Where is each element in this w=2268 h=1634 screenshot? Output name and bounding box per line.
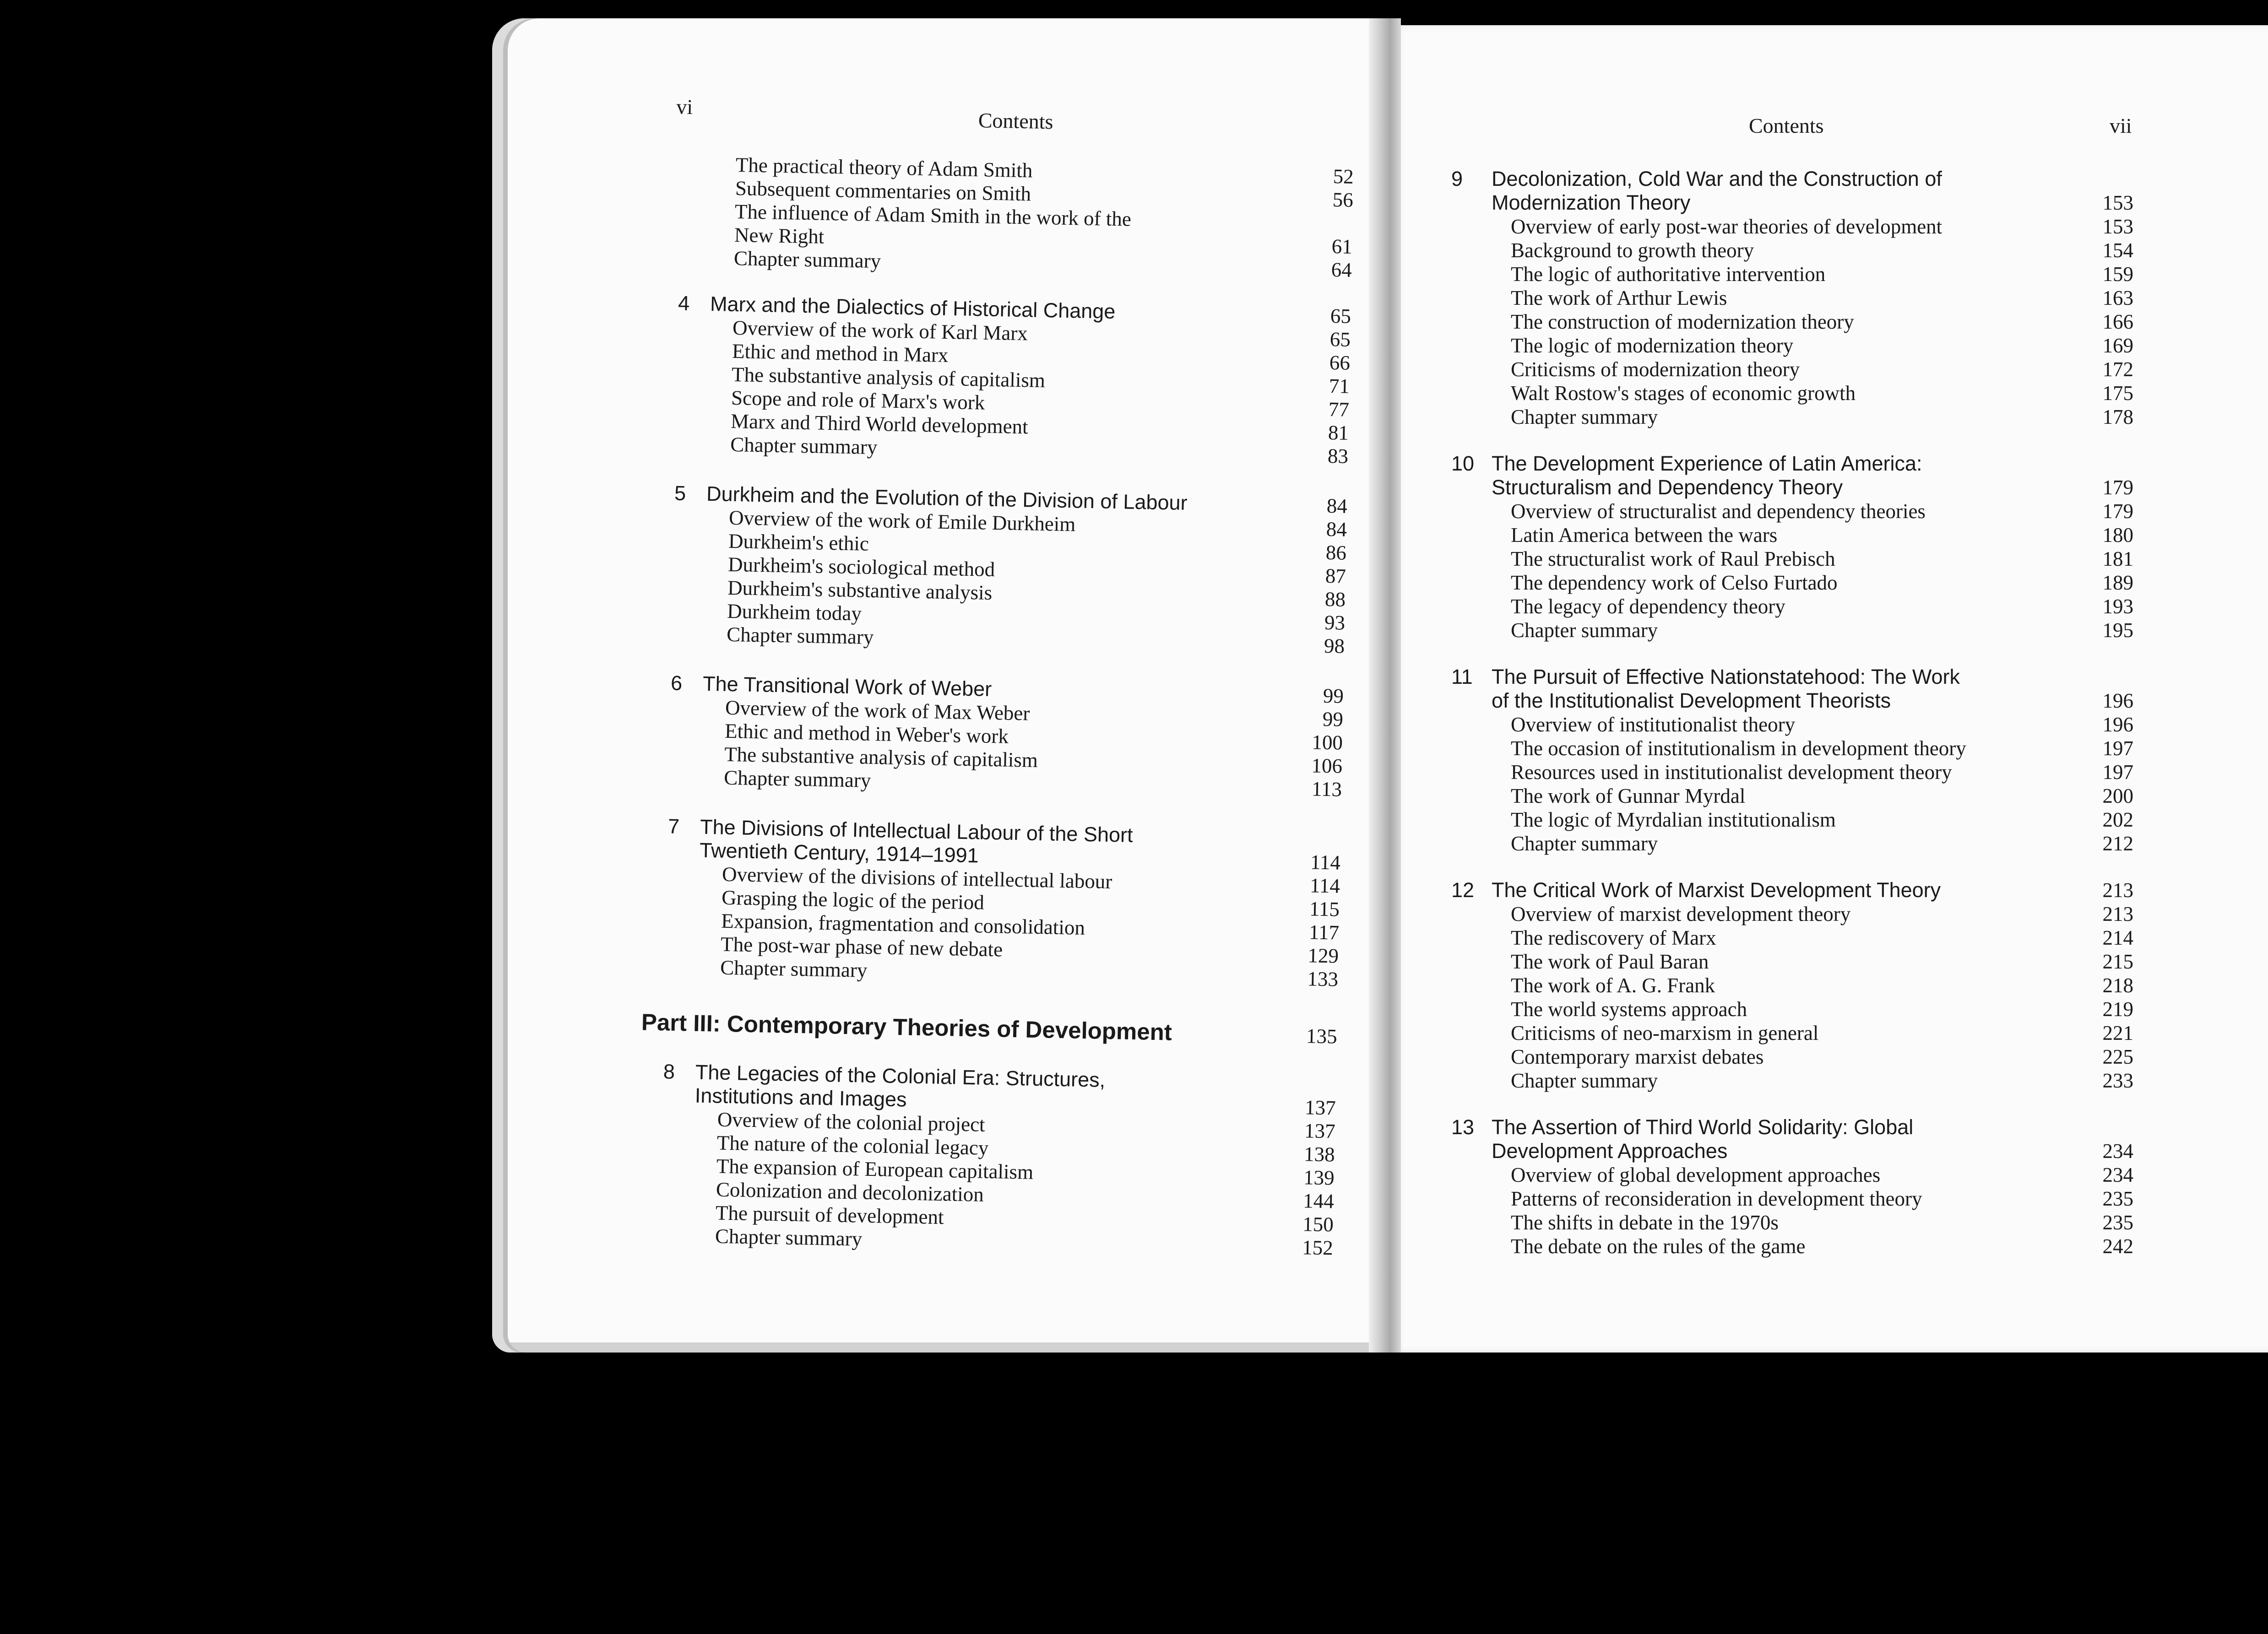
toc-section-title: Overview of the work of Karl Marx	[732, 316, 1028, 345]
toc-page-number: 129	[1308, 944, 1339, 968]
toc-chapter-title: The Pursuit of Effective Nationstatehood: The Work	[1492, 665, 1960, 688]
toc-section-title: The practical theory of Adam Smith	[735, 153, 1033, 182]
toc-page-number: 154	[2102, 239, 2133, 262]
toc-page-number: 178	[2102, 406, 2133, 428]
toc-section-title: The logic of Myrdalian institutionalism	[1511, 808, 1836, 831]
toc-section-title: The influence of Adam Smith in the work of the	[734, 200, 1132, 231]
toc-chapter-number: 10	[1451, 452, 1475, 475]
toc-page-number: 233	[2102, 1069, 2133, 1092]
toc-chapter-page: 196	[2102, 689, 2133, 712]
toc-chapter-title: Durkheim and the Evolution of the Division of Labour	[706, 482, 1188, 515]
toc-section-title: The debate on the rules of the game	[1511, 1235, 1806, 1258]
toc-section-title: Latin America between the wars	[1511, 524, 1778, 546]
toc-chapter-page: 179	[2102, 476, 2133, 499]
right-running-head: Contents	[1749, 114, 1824, 137]
toc-page-number: 202	[2102, 808, 2133, 831]
toc-section-title: The legacy of dependency theory	[1511, 595, 1785, 618]
toc-page-number: 181	[2102, 547, 2133, 570]
toc-section-title: The work of Paul Baran	[1511, 950, 1709, 973]
toc-page-number: 234	[2102, 1163, 2133, 1186]
toc-section-title: The logic of modernization theory	[1511, 334, 1794, 357]
toc-chapter-title: The Development Experience of Latin America:	[1492, 452, 1922, 475]
toc-chapter-title: The Assertion of Third World Solidarity: Global	[1492, 1115, 1914, 1139]
toc-page-number: 52	[1333, 165, 1354, 188]
toc-page-number: 219	[2102, 998, 2133, 1021]
toc-page-number: 166	[2102, 310, 2133, 333]
toc-page-number: 88	[1324, 587, 1346, 611]
toc-part-heading: Part III: Contemporary Theories of Development	[641, 1009, 1172, 1045]
toc-page-number: 86	[1325, 541, 1347, 564]
toc-page-number: 212	[2102, 832, 2133, 855]
toc-chapter-page: 114	[1310, 850, 1341, 874]
toc-section-title: The dependency work of Celso Furtado	[1511, 571, 1838, 594]
toc-page-number: 214	[2102, 926, 2133, 949]
toc-page-number: 71	[1329, 374, 1350, 398]
toc-section-title: The nature of the colonial legacy	[716, 1131, 989, 1159]
toc-section-title: The work of Gunnar Myrdal	[1511, 785, 1746, 807]
toc-page-number: 213	[2102, 903, 2133, 925]
toc-page-number: 144	[1302, 1189, 1335, 1213]
right-page-folio: vii	[2110, 114, 2132, 137]
toc-chapter-page: 99	[1323, 684, 1344, 708]
toc-page-number: 180	[2102, 524, 2133, 546]
toc-section-title: Overview of structuralist and dependency theories	[1511, 500, 1926, 523]
toc-page-number: 64	[1331, 258, 1352, 281]
toc-page-number: 195	[2102, 619, 2133, 642]
toc-page-number: 175	[2102, 382, 2133, 405]
toc-section-title: The work of A. G. Frank	[1511, 974, 1715, 997]
toc-section-title: Ethic and method in Weber's work	[724, 719, 1009, 748]
toc-page-number: 77	[1328, 397, 1350, 421]
toc-page-number: 197	[2102, 761, 2133, 784]
toc-page-number: 115	[1309, 897, 1340, 921]
toc-section-title: Overview of the colonial project	[717, 1108, 986, 1136]
toc-page-number: 117	[1308, 920, 1340, 944]
toc-section-title: Chapter summary	[1511, 1069, 1658, 1092]
toc-section-title: Chapter summary	[1511, 619, 1658, 642]
toc-page-number: 113	[1311, 777, 1342, 801]
toc-section-title: Chapter summary	[720, 956, 868, 982]
toc-chapter-title: The Divisions of Intellectual Labour of the Short	[700, 815, 1134, 847]
toc-chapter-title: Modernization Theory	[1492, 191, 1691, 214]
toc-section-title: Overview of marxist development theory	[1511, 903, 1851, 925]
toc-section-title: Durkheim's substantive analysis	[727, 576, 993, 604]
toc-section-title: Overview of global development approaches	[1511, 1163, 1881, 1186]
toc-section-title: The substantive analysis of capitalism	[724, 742, 1038, 772]
toc-chapter-page: 137	[1304, 1096, 1336, 1120]
toc-page-number: 242	[2102, 1235, 2133, 1258]
toc-section-title: The construction of modernization theory	[1511, 310, 1854, 333]
toc-page-number: 99	[1322, 707, 1344, 731]
toc-section-title: Subsequent commentaries on Smith	[735, 176, 1031, 206]
toc-section-title: The shifts in debate in the 1970s	[1511, 1211, 1779, 1234]
toc-section-title: Chapter summary	[1511, 832, 1658, 855]
toc-page-number: 98	[1324, 634, 1345, 658]
toc-chapter-number: 13	[1451, 1115, 1475, 1139]
toc-page-number: 193	[2102, 595, 2133, 618]
toc-chapter-number: 12	[1451, 878, 1475, 902]
toc-section-title: The post-war phase of new debate	[720, 932, 1003, 961]
toc-section-title: Expansion, fragmentation and consolidation	[721, 909, 1085, 939]
toc-section-title: Walt Rostow's stages of economic growth	[1511, 382, 1856, 405]
toc-page-number: 93	[1324, 611, 1346, 634]
toc-section-title: Criticisms of modernization theory	[1511, 358, 1800, 381]
toc-page-number: 189	[2102, 571, 2133, 594]
toc-section-title: Overview of the divisions of intellectual labour	[722, 862, 1112, 893]
toc-chapter-title: The Legacies of the Colonial Era: Structures,	[695, 1060, 1106, 1092]
toc-section-title: Overview of institutionalist theory	[1511, 713, 1796, 736]
toc-chapter-page: 84	[1326, 494, 1348, 518]
toc-section-title: The work of Arthur Lewis	[1511, 287, 1727, 309]
toc-page-number: 153	[2102, 215, 2133, 238]
toc-section-title: Chapter summary	[726, 622, 874, 649]
toc-page-number: 114	[1309, 874, 1340, 898]
toc-page-number: 163	[2102, 287, 2133, 309]
toc-page-number: 235	[2102, 1211, 2133, 1234]
toc-section-title: Contemporary marxist debates	[1511, 1045, 1764, 1068]
toc-chapter-title: The Transitional Work of Weber	[702, 671, 992, 701]
toc-section-title: Scope and role of Marx's work	[731, 386, 985, 414]
toc-chapter-title: Decolonization, Cold War and the Construction of	[1492, 167, 1942, 190]
toc-chapter-title: of the Institutionalist Development Theorists	[1492, 689, 1891, 712]
toc-page-number: 137	[1304, 1119, 1336, 1143]
toc-page-number: 81	[1328, 421, 1349, 444]
toc-page-number: 139	[1303, 1166, 1335, 1190]
toc-page-number: 197	[2102, 737, 2133, 760]
toc-chapter-number: 8	[663, 1060, 675, 1083]
toc-page-number: 179	[2102, 500, 2133, 523]
toc-section-title: Background to growth theory	[1511, 239, 1754, 262]
toc-section-title: Chapter summary	[715, 1224, 863, 1250]
toc-section-title: Ethic and method in Marx	[732, 339, 949, 367]
toc-page-number: 221	[2102, 1022, 2133, 1044]
left-running-head: Contents	[978, 108, 1053, 134]
toc-section-title: Patterns of reconsideration in development theory	[1511, 1187, 1922, 1210]
toc-section-title: Durkheim's sociological method	[727, 552, 995, 581]
toc-section-title: Chapter summary	[730, 433, 878, 459]
toc-chapter-number: 5	[674, 481, 686, 505]
toc-page-number: 61	[1331, 235, 1353, 258]
toc-page-number: 215	[2102, 950, 2133, 973]
toc-chapter-title: The Critical Work of Marxist Development Theory	[1492, 878, 1941, 902]
toc-section-title: The pursuit of development	[715, 1201, 944, 1229]
toc-chapter-title: Structuralism and Dependency Theory	[1492, 476, 1843, 499]
toc-section-title: New Right	[734, 223, 825, 248]
toc-page-number: 150	[1302, 1212, 1334, 1236]
toc-page-number: 133	[1307, 967, 1339, 991]
toc-chapter-number: 4	[678, 291, 690, 315]
toc-section-title: The structuralist work of Raul Prebisch	[1511, 547, 1835, 570]
toc-section-title: Overview of the work of Max Weber	[725, 696, 1030, 725]
toc-section-title: Grasping the logic of the period	[721, 886, 985, 914]
toc-section-title: Durkheim today	[727, 599, 862, 625]
toc-page-number: 65	[1329, 327, 1351, 351]
toc-chapter-page: 234	[2102, 1140, 2133, 1163]
toc-page-number: 66	[1329, 351, 1351, 374]
toc-page-number: 172	[2102, 358, 2133, 381]
toc-page-number: 87	[1325, 564, 1346, 588]
toc-page-number: 152	[1302, 1236, 1334, 1260]
toc-section-title: The substantive analysis of capitalism	[731, 363, 1046, 392]
toc-section-title: Chapter summary	[1511, 406, 1658, 428]
toc-section-title: The expansion of European capitalism	[716, 1154, 1034, 1184]
toc-section-title: Durkheim's ethic	[728, 529, 869, 555]
toc-section-title: Criticisms of neo-marxism in general	[1511, 1022, 1819, 1044]
toc-page-number: 235	[2102, 1187, 2133, 1210]
left-page-folio: vi	[676, 95, 693, 119]
toc-section-title: The occasion of institutionalism in development theory	[1511, 737, 1966, 760]
toc-section-title: The rediscovery of Marx	[1511, 926, 1716, 949]
toc-chapter-title: Marx and the Dialectics of Historical Change	[710, 292, 1116, 323]
toc-page-number: 200	[2102, 785, 2133, 807]
toc-page-number: 225	[2102, 1045, 2133, 1068]
toc-chapter-title: Twentieth Century, 1914–1991	[699, 838, 979, 867]
toc-part-page: 135	[1306, 1024, 1338, 1048]
toc-page-number: 159	[2102, 263, 2133, 286]
toc-section-title: Resources used in institutionalist development theory	[1511, 761, 1952, 784]
toc-chapter-number: 7	[667, 814, 680, 838]
toc-chapter-title: Development Approaches	[1492, 1139, 1728, 1163]
toc-chapter-title: Institutions and Images	[695, 1083, 907, 1111]
toc-section-title: Chapter summary	[733, 246, 881, 273]
toc-section-title: Colonization and decolonization	[716, 1178, 984, 1206]
toc-page-number: 106	[1311, 754, 1343, 778]
toc-page-number: 56	[1332, 188, 1354, 211]
toc-chapter-page: 153	[2102, 191, 2133, 214]
toc-page-number: 169	[2102, 334, 2133, 357]
toc-chapter-number: 11	[1451, 665, 1473, 688]
toc-chapter-number: 6	[670, 671, 683, 695]
toc-chapter-number: 9	[1451, 167, 1463, 190]
toc-chapter-page: 65	[1330, 304, 1351, 328]
toc-page-number: 218	[2102, 974, 2133, 997]
toc-section-title: Chapter summary	[723, 766, 871, 792]
toc-page-number: 100	[1312, 730, 1343, 754]
toc-section-title: Overview of the work of Emile Durkheim	[728, 506, 1076, 536]
toc-page-number: 84	[1326, 517, 1347, 541]
toc-page-number: 196	[2102, 713, 2133, 736]
toc-page-number: 138	[1303, 1142, 1335, 1166]
toc-section-title: Marx and Third World development	[730, 409, 1029, 438]
toc-section-title: Overview of early post-war theories of development	[1511, 215, 1942, 238]
toc-chapter-page: 213	[2102, 879, 2133, 902]
toc-section-title: The logic of authoritative intervention	[1511, 263, 1826, 286]
toc-page-number: 83	[1327, 444, 1349, 468]
toc-section-title: The world systems approach	[1511, 998, 1747, 1021]
